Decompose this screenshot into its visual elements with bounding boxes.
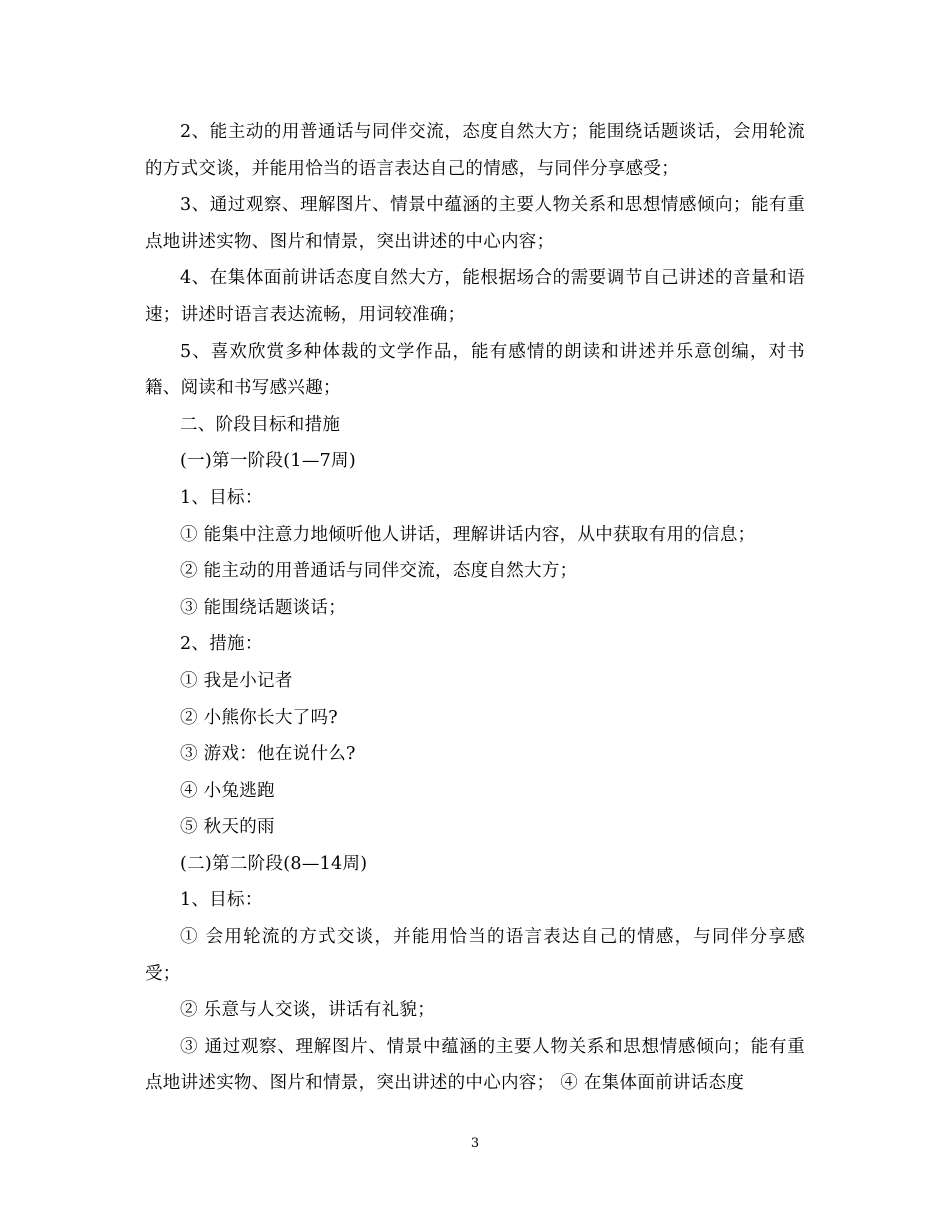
stage-one-goal-item: ① 能集中注意力地倾听他人讲话，理解讲话内容，从中获取有用的信息；: [180, 524, 756, 545]
stage-one-measure-item: ⑤ 秋天的雨: [180, 817, 275, 838]
stage-one-measures-label: 2、措施：: [180, 634, 263, 655]
stage-two-goal-item: ① 会用轮流的方式交谈，并能用恰当的语言表达自己的情感，与同伴分享感受；: [145, 927, 805, 984]
stage-one-goals-label: 1、目标：: [180, 487, 263, 508]
stage-one-measure-item: ② 小熊你长大了吗?: [180, 707, 338, 728]
stage-one-goal-item: ③ 能围绕话题谈话；: [180, 597, 347, 618]
paragraph-goal-4: 4、在集体面前讲话态度自然大方，能根据场合的需要调节自己讲述的音量和语速；讲述时语言表达流畅，用词较准确；: [145, 268, 805, 325]
stage-two-goal-item: ② 乐意与人交谈，讲话有礼貌；: [180, 1000, 436, 1021]
stage-one-measure-item: ① 我是小记者: [180, 670, 293, 691]
paragraph-goal-2: 2、能主动的用普通话与同伴交流，态度自然大方；能围绕话题谈话，会用轮流的方式交谈，并能用恰当的语言表达自己的情感，与同伴分享感受；: [145, 122, 805, 179]
document-body: [145, 114, 805, 1102]
stage-one-measure-item: ④ 小兔逃跑: [180, 780, 275, 801]
stage-one-goal-item: ② 能主动的用普通话与同伴交流，态度自然大方；: [180, 561, 578, 582]
page-number: 3: [470, 1136, 480, 1151]
paragraph-goal-5: 5、喜欢欣赏多种体裁的文学作品，能有感情的朗读和讲述并乐意创编，对书籍、阅读和书写感兴趣；: [145, 341, 805, 399]
stage-two-goals-label: 1、目标：: [180, 890, 263, 911]
stage-two-goal-item: ③ 通过观察、理解图片、情景中蕴涵的主要人物关系和思想情感倾向；能有重点地讲述实物、图片和情景，突出讲述的中心内容； ④ 在集体面前讲话态度: [145, 1036, 805, 1094]
paragraph-goal-3: 3、通过观察、理解图片、情景中蕴涵的主要人物关系和思想情感倾向；能有重点地讲述实物、图片和情景，突出讲述的中心内容；: [145, 195, 805, 252]
stage-two-heading: (二)第二阶段(8—14周): [180, 853, 368, 874]
stage-one-measure-item: ③ 游戏：他在说什么?: [180, 744, 356, 765]
section-heading-stage-goals: 二、阶段目标和措施: [180, 414, 341, 435]
stage-one-heading: (一)第一阶段(1—7周): [180, 451, 356, 472]
